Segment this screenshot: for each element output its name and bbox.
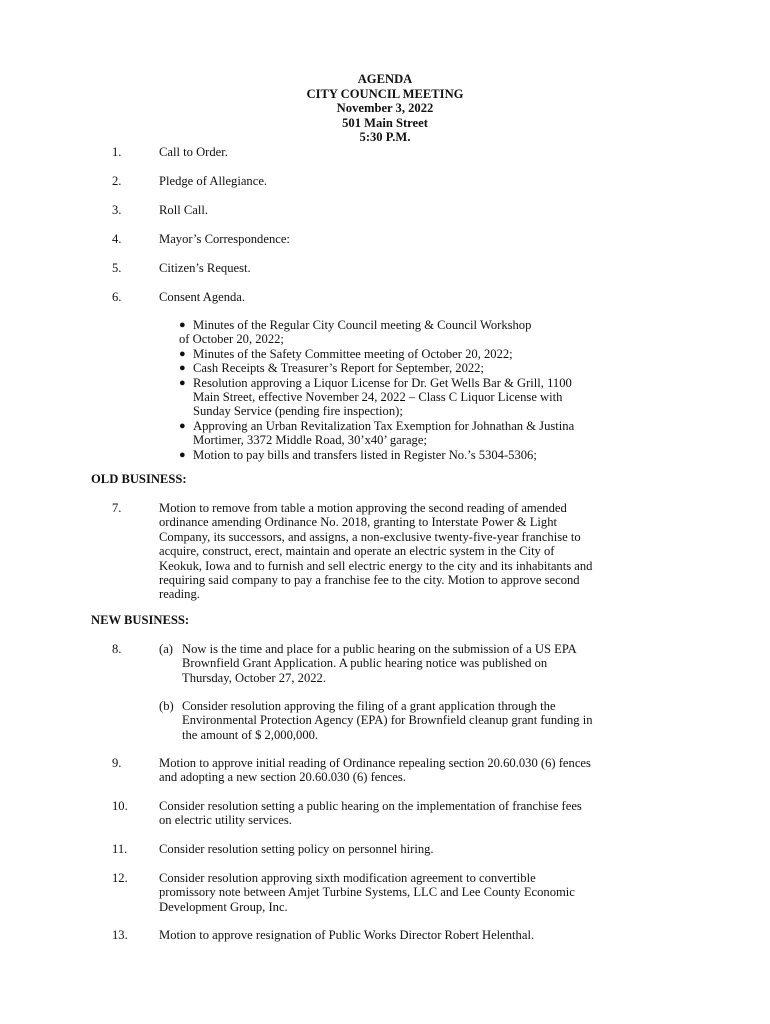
item-text: Call to Order. [159,145,228,159]
meeting-address: 501 Main Street [342,115,428,130]
agenda-title: AGENDA [357,72,413,86]
item-text: Consent Agenda. [159,290,246,304]
meeting-name: CITY COUNCIL MEETING [306,86,464,101]
list-item: ● Minutes of the Safety Committee meeting of October 20, 2022; [179,346,513,361]
item-text: Motion to approve resignation of Public Works Director Robert Helenthal. [159,928,535,942]
sub-label: (b) [159,699,174,713]
list-item: ● Cash Receipts & Treasurer’s Report for September, 2022; [179,361,484,376]
item-number: 11. [112,842,128,856]
item-number: 6. [112,290,122,304]
item-number: 8. [112,642,122,656]
meeting-date: November 3, 2022 [336,101,434,116]
item-text: Consider resolution setting policy on personnel hiring. [159,842,434,856]
bullet-icon: ● [179,362,186,375]
item-8b: (b) Consider resolution approving the filing of a grant application through the Environmental Protection Agency (EPA) for Brownfield cleanup grant funding in the amount of $ 2,000,000. [159,699,593,742]
item-number: 9. [112,756,122,770]
item-number: 10. [112,799,128,813]
bullet-icon: ● [179,319,186,331]
item-number: 3. [112,203,122,217]
list-item: ● Minutes of the Regular City Council meeting & Council Workshop of October 20, 2022; [179,318,532,347]
item-number: 5. [112,261,122,275]
item-number: 7. [112,501,122,515]
bullet-icon: ● [179,419,186,432]
meeting-time: 5:30 P.M. [359,130,411,145]
list-item: ● Approving an Urban Revitalization Tax Exemption for Johnathan & Justina Mortimer, 3372 Middle Road, 30’x40’ garage; [179,418,575,448]
item-text: Mayor’s Correspondence: [159,232,290,246]
item-text: Motion to remove from table a motion approving the second reading of amended ordinance amending Ordinance No. 2018, granting to Interstate Power & Light Company, its successors, and assigns, a non-exclusive twenty-five-year franchise to acquire, construct, erect, maintain and operate an electric system in the City of Keokuk, Iowa and to furnish and sell electric energy to the city and its inhabitants and requiring said company to pay a franchise fee to the city. Motion to approve second reading. [159,501,593,602]
agenda-header [0,72,770,145]
old-business-heading: OLD BUSINESS: [91,472,187,486]
item-number: 2. [112,174,122,188]
item-text: Consider resolution approving sixth modification agreement to convertible promissory note between Amjet Turbine Systems, LLC and Lee County Economic Development Group, Inc. [159,871,575,914]
item-number: 1. [112,145,122,159]
bullet-icon: ● [179,347,186,360]
item-number: 13. [112,928,128,942]
item-text: Citizen’s Request. [159,261,251,275]
consent-agenda-list [179,318,639,462]
list-item: ● Motion to pay bills and transfers listed in Register No.’s 5304-5306; [179,447,537,462]
bullet-icon: ● [179,376,186,389]
item-number: 12. [112,871,128,885]
item-number: 4. [112,232,122,246]
sub-label: (a) [159,642,173,656]
item-8a: (a) Now is the time and place for a public hearing on the submission of a US EPA Brownfield Grant Application. A public hearing notice was published on Thursday, October 27, 2022. [159,642,577,685]
item-text: Motion to approve initial reading of Ordinance repealing section 20.60.030 (6) fences and adopting a new section 20.60.030 (6) fences. [159,756,591,785]
item-text: Roll Call. [159,203,208,217]
list-item: ● Resolution approving a Liquor License for Dr. Get Wells Bar & Grill, 1100 Main Street, effective November 24, 2022 – Class C Liquor License with Sunday Service (pending fire inspection); [179,375,572,419]
item-text: Consider resolution setting a public hearing on the implementation of franchise fees on electric utility services. [159,799,582,828]
new-business-heading: NEW BUSINESS: [91,613,190,627]
item-text: Pledge of Allegiance. [159,174,268,188]
bullet-icon: ● [179,448,186,461]
